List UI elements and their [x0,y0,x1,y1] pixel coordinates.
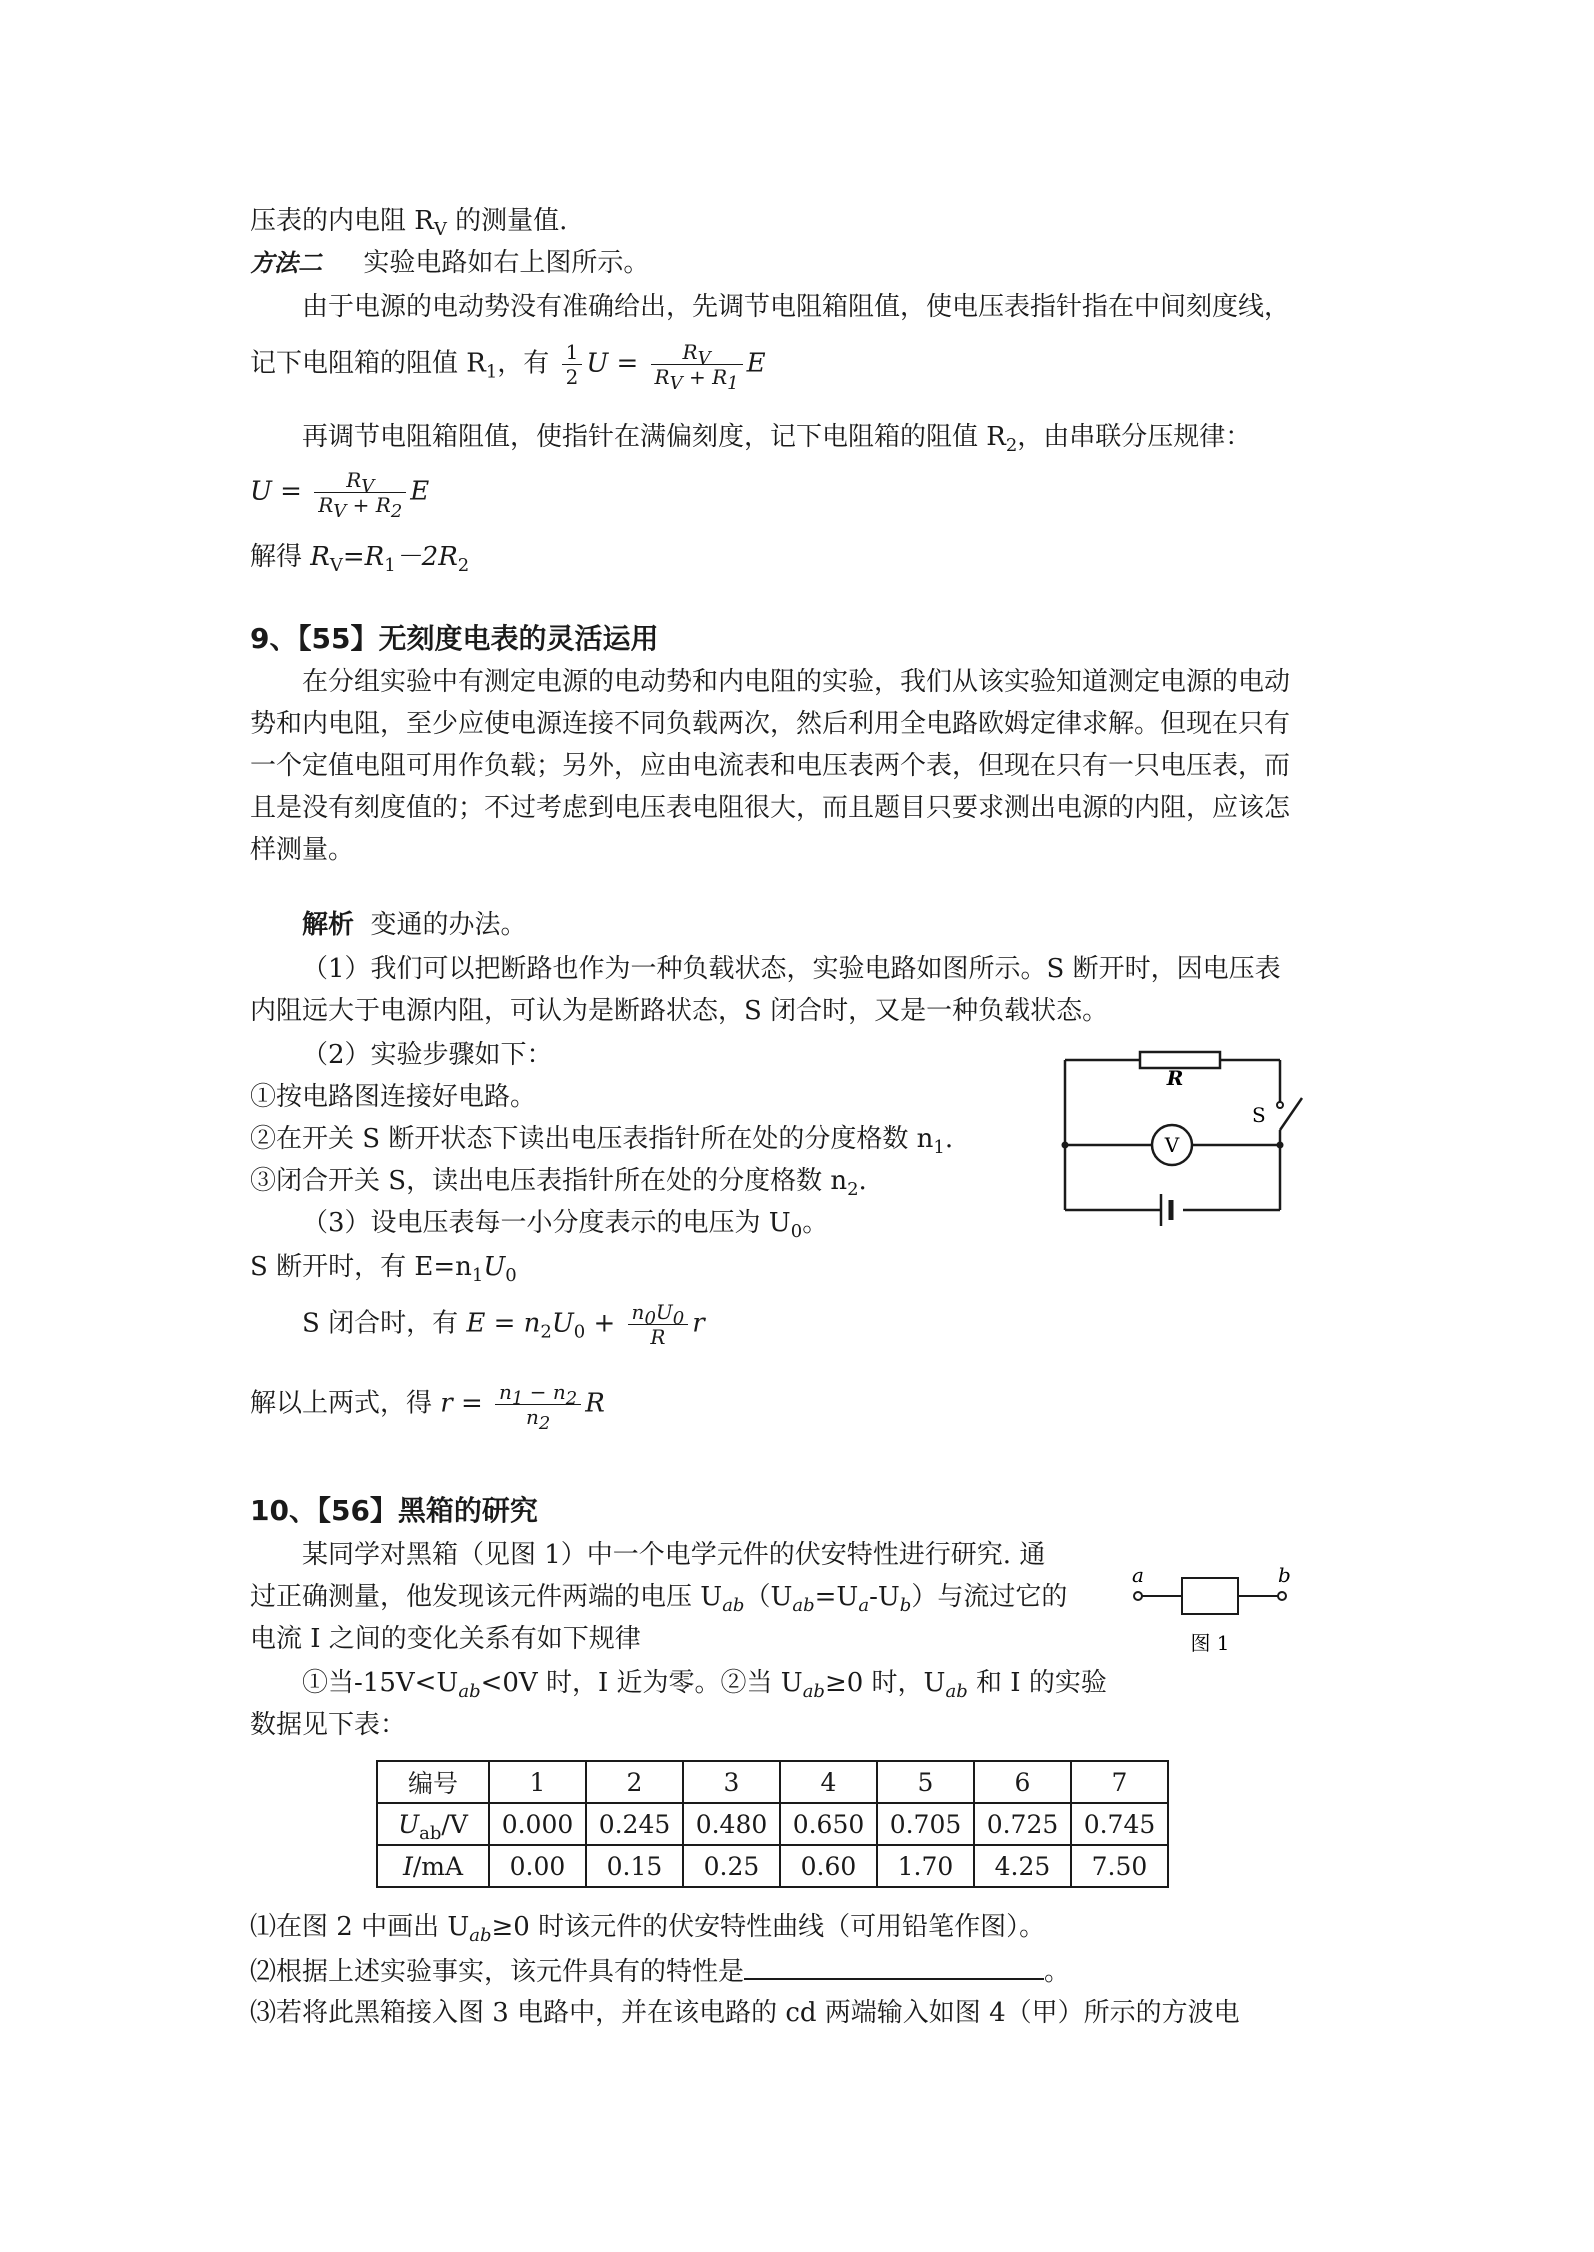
equation-line: S 闭合时，有 $E = n_2U_0$ + $\frac{n_0U_0}{R}$ r [302,1300,705,1349]
solution-line: 解得 $R_V=R_1-2R_2$ [250,542,470,577]
circuit-diagram [1040,1030,1320,1250]
data-table [376,1760,1169,1888]
table-header-cell: 编号 [377,1761,489,1803]
text-line: ①当$-15V<U_{ab}<0V$ 时，I 近为零。②当 $U_{ab}\ge 0$ 时，$U_{ab}$ 和 I 的实验 [302,1668,1107,1703]
answer-blank[interactable] [744,1952,1044,1980]
table-header-cell: 3 [683,1761,780,1803]
table-header-cell: 1 [489,1761,586,1803]
figure-1-black-box [1120,1560,1300,1670]
text-line: 数据见下表： [250,1710,407,1740]
fraction: $\frac{R_V}{R_V + R_1}$ [651,340,743,389]
table-row [377,1845,1168,1887]
table-cell: 0.25 [683,1845,780,1887]
text-line: 电流 I 之间的变化关系有如下规律 [250,1624,641,1654]
fraction: $\frac{1}{2}$ [562,340,583,389]
figure-caption: 图 1 [1190,1631,1230,1655]
terminal-b-label: b [1278,1563,1291,1587]
black-box-icon [1182,1578,1238,1614]
table-row [377,1803,1168,1845]
table-cell: 0.745 [1071,1803,1168,1845]
table-cell: 0.650 [780,1803,877,1845]
table-cell: 0.725 [974,1803,1071,1845]
paragraph-line: 势和内电阻，至少应使电源连接不同负载两次，然后利用全电路欧姆定律求解。但现在只有 [250,709,1291,739]
text-line: 压表的内电阻 $R_V$ 的测量值. [250,206,568,241]
table-cell: 0.000 [489,1803,586,1845]
text-line: 由于电源的电动势没有准确给出，先调节电阻箱阻值，使电压表指针指在中间刻度线， [302,292,1291,322]
text-line: 再调节电阻箱阻值，使指针在满偏刻度，记下电阻箱的阻值 $R_2$，由串联分压规律： [302,422,1252,457]
text-line: ②在开关 S 断开状态下读出电压表指针所在处的分度格数 $n_1$. [250,1124,954,1159]
table-header-cell: 5 [877,1761,974,1803]
fraction: $\frac{n_1 - n_2}{n_2}$ [495,1380,581,1429]
text-line: S 断开时，有 $E=n_1U_0$ [250,1252,517,1287]
terminal-a-label: a [1132,1563,1144,1587]
table-header-cell: 7 [1071,1761,1168,1803]
text-line: （3）设电压表每一小分度表示的电压为 $U_0$。 [302,1208,829,1243]
table-header-cell: 6 [974,1761,1071,1803]
paragraph-line: 且是没有刻度值的；不过考虑到电压表电阻很大，而且题目只要求测出电源的内阻，应该怎 [250,793,1291,823]
table-row-label: I/mA [377,1845,489,1887]
method2-line: 方法二 实验电路如右上图所示。 [250,248,650,278]
text-line: 某同学对黑箱（见图 1）中一个电学元件的伏安特性进行研究. 通 [302,1540,1046,1570]
table-header-cell: 4 [780,1761,877,1803]
section-heading: 9、【55】无刻度电表的灵活运用 [250,622,659,655]
question-line: ⑵根据上述实验事实，该元件具有的特性是 。 [250,1952,1070,1989]
paragraph-line: 在分组实验中有测定电源的电动势和内电阻的实验，我们从该实验知道测定电源的电动 [302,667,1291,697]
table-cell: 0.60 [780,1845,877,1887]
table-row-label: $U_{ab}/V$ [377,1803,489,1845]
table-cell: 4.25 [974,1845,1071,1887]
paragraph-line: 一个定值电阻可用作负载；另外，应由电流表和电压表两个表，但现在只有一只电压表，而 [250,751,1291,781]
table-cell: 0.480 [683,1803,780,1845]
table-header-row [377,1761,1168,1803]
table-cell: 0.15 [586,1845,683,1887]
question-line: ⑴在图 2 中画出 $U_{ab}\ge 0$ 时该元件的伏安特性曲线（可用铅笔作图）。 [250,1912,1046,1947]
text-line: （2）实验步骤如下： [302,1040,553,1070]
text-line: （1）我们可以把断路也作为一种负载状态，实验电路如图所示。S 断开时，因电压表 [302,954,1281,984]
paragraph-line: 样测量。 [250,835,355,865]
text-line: 内阻远大于电源内阻，可认为是断路状态，S 闭合时，又是一种负载状态。 [250,996,1109,1026]
table-cell: 7.50 [1071,1845,1168,1887]
text-line: ①按电路图连接好电路。 [250,1082,537,1112]
analysis-line: 解析 变通的办法。 [302,910,527,940]
table-cell: 0.00 [489,1845,586,1887]
table-cell: 0.245 [586,1803,683,1845]
text-line: ③闭合开关 S，读出电压表指针所在处的分度格数 $n_2$. [250,1166,867,1201]
table-header-cell: 2 [586,1761,683,1803]
equation-line: 记下电阻箱的阻值 $R_1$，有 $\frac{1}{2}$ U = $\frac{R_V}{R_V + R_1}$ E [250,340,766,394]
table-cell: 0.705 [877,1803,974,1845]
resistor-label: R [1166,1066,1184,1090]
fraction: $\frac{R_V}{R_V + R_2}$ [314,468,406,517]
question-line: ⑶若将此黑箱接入图 3 电路中，并在该电路的 cd 两端输入如图 4（甲）所示的方波电 [250,1998,1240,2028]
fraction: $\frac{n_0U_0}{R}$ [628,1300,689,1349]
table-cell: 1.70 [877,1845,974,1887]
switch-label: S [1252,1103,1266,1127]
text-line: 过正确测量，他发现该元件两端的电压 $U_{ab}(U_{ab}=U_a-U_b)$与流过它的 [250,1582,1068,1617]
equation-line: 解以上两式，得 r = $\frac{n_1 - n_2}{n_2}$ R [250,1380,605,1434]
equation-line: U = $\frac{R_V}{R_V + R_2}$ E [250,468,430,522]
section-heading: 10、【56】黑箱的研究 [250,1494,538,1527]
voltmeter-label: V [1164,1133,1180,1157]
